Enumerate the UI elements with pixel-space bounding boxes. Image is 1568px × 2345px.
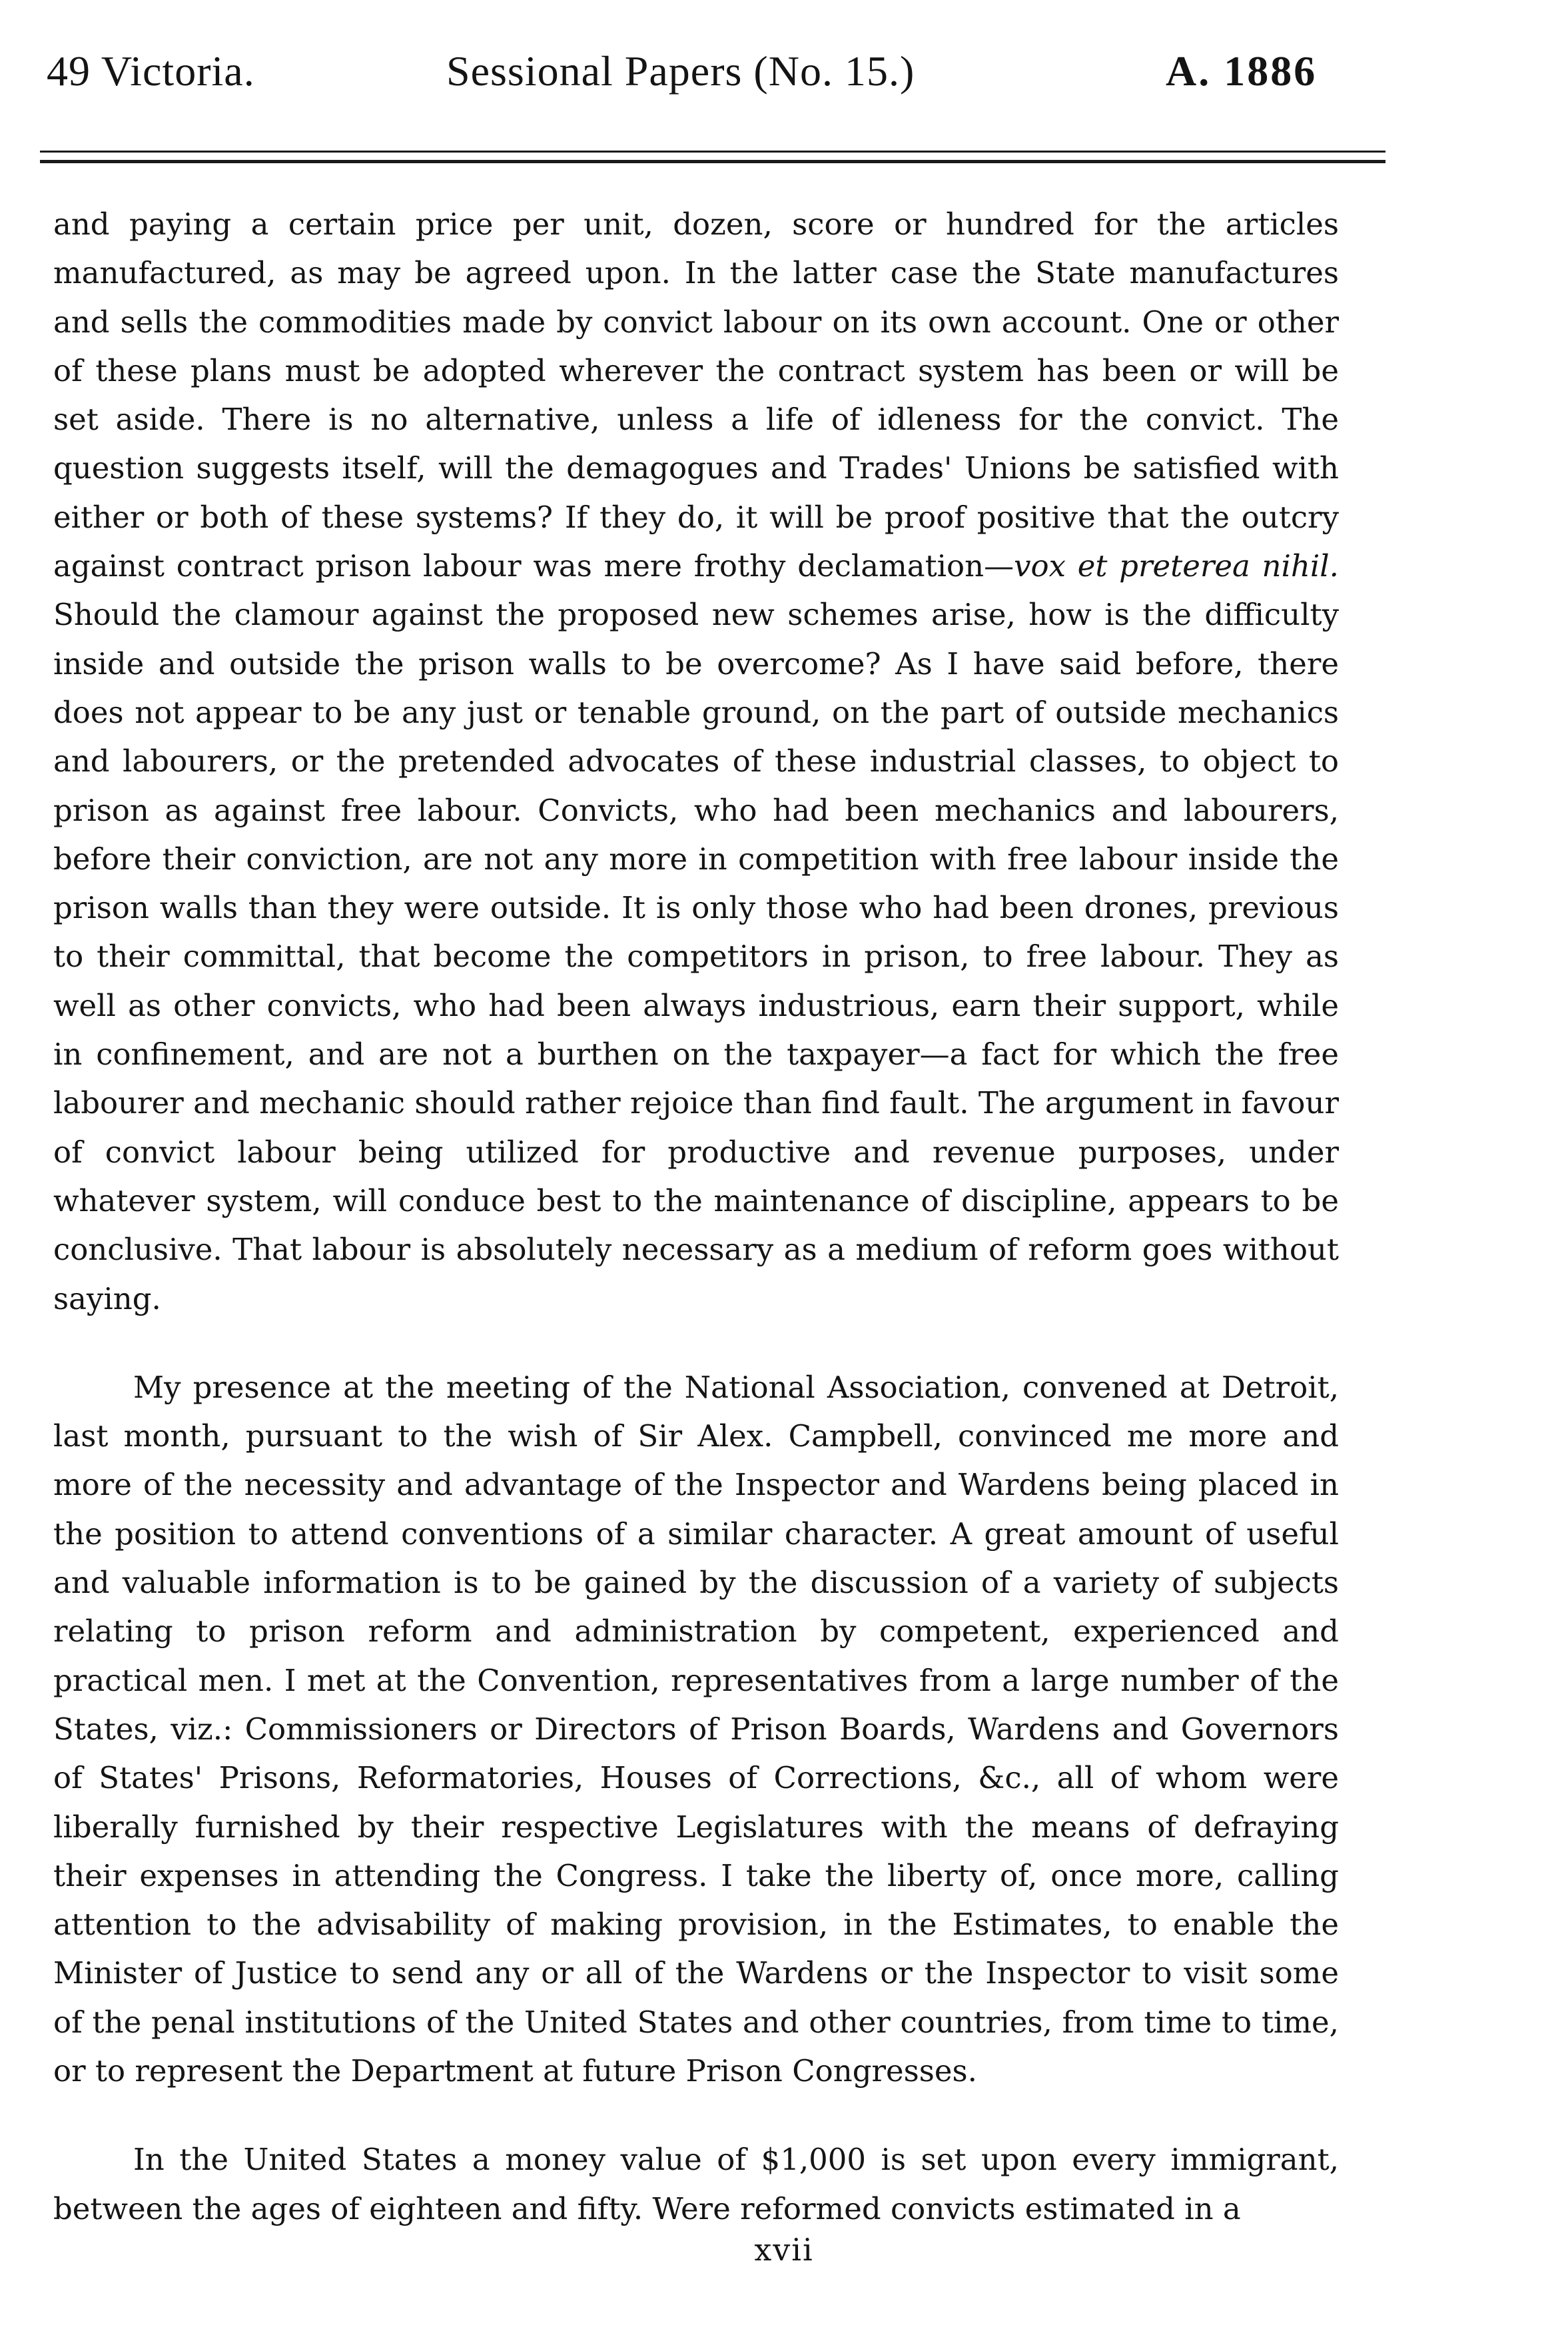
- paragraph-1: [53, 200, 1339, 1323]
- paragraph-1-text-before: and paying a certain price per unit, dozen, score or hundred for the articles manufactured, as may be agreed upon. In the latter case the State manufactures and sells the commodities made by convict labour on its own account. One or other of these plans must be adopted wherever the contract system has been or will be set aside. There is no alternative, unless a life of idleness for the convict. The question suggests itself, will the demagogues and Trades' Unions be satisfied with either or both of these systems? If they do, it will be proof positive that the outcry against contract prison labour was mere frothy declamation—: [53, 207, 1339, 584]
- header-volume: 49 Victoria.: [47, 47, 255, 95]
- paragraph-2: My presence at the meeting of the National Association, convened at Detroit, last month, pursuant to the wish of Sir Alex. Campbell, convinced me more and more of the necessity and advantage of the Inspector and Wardens being placed in the position to attend conventions of a similar character. A great amount of useful and valuable information is to be gained by the discussion of a variety of subjects relating to prison reform and administration by competent, experienced and practical men. I met at the Convention, representatives from a large number of the States, viz.: Commissioners or Directors of Prison Boards, Wardens and Governors of States' Prisons, Reformatories, Houses of Corrections, &c., all of whom were liberally furnished by their respective Legislatures with the means of defraying their expenses in attending the Congress. I take the liberty of, once more, calling attention to the advisability of making provision, in the Estimates, to enable the Minister of Justice to send any or all of the Wardens or the Inspector to visit some of the penal institutions of the United States and other countries, from time to time, or to represent the Department at future Prison Congresses.: [53, 1369, 1339, 2089]
- paragraph-1-text-after: Should the clamour against the proposed new schemes arise, how is the difficulty inside and outside the prison walls to be overcome? As I have said before, there does not appear to be any just or tenable ground, on the part of outside mechanics and labourers, or the pretended advocates of these industrial classes, to object to prison as against free labour. Convicts, who had been mechanics and labourers, before their conviction, are not any more in competition with free labour inside the prison walls than they were outside. It is only those who had been drones, previous to their committal, that become the competitors in prison, to free labour. They as well as other convicts, who had been always industrious, earn their support, while in confinement, and are not a burthen on the taxpayer—a fact for which the free labourer and mechanic should rather rejoice than find fault. The argument in favour of convict labour being utilized for productive and revenue purposes, under whatever system, will conduce best to the maintenance of discipline, appears to be conclusive. That labour is absolutely necessary as a medium of reform goes without saying.: [53, 597, 1339, 1316]
- header-title: Sessional Papers (No. 15.): [446, 47, 915, 95]
- paragraph-3: In the United States a money value of $1,000 is set upon every immigrant, between the ages of eighteen and fifty. Were reformed convicts estimated in a: [53, 2142, 1339, 2226]
- body-text: [53, 200, 1339, 2233]
- header-rule-thin: [40, 151, 1385, 153]
- header-rule-thick: [40, 160, 1385, 163]
- page-number: xvii: [754, 2232, 814, 2268]
- header-year: A. 1886: [1166, 47, 1318, 95]
- paragraph-1-latin-phrase: vox et preterea nihil.: [1014, 548, 1339, 584]
- page-header: [47, 35, 1379, 108]
